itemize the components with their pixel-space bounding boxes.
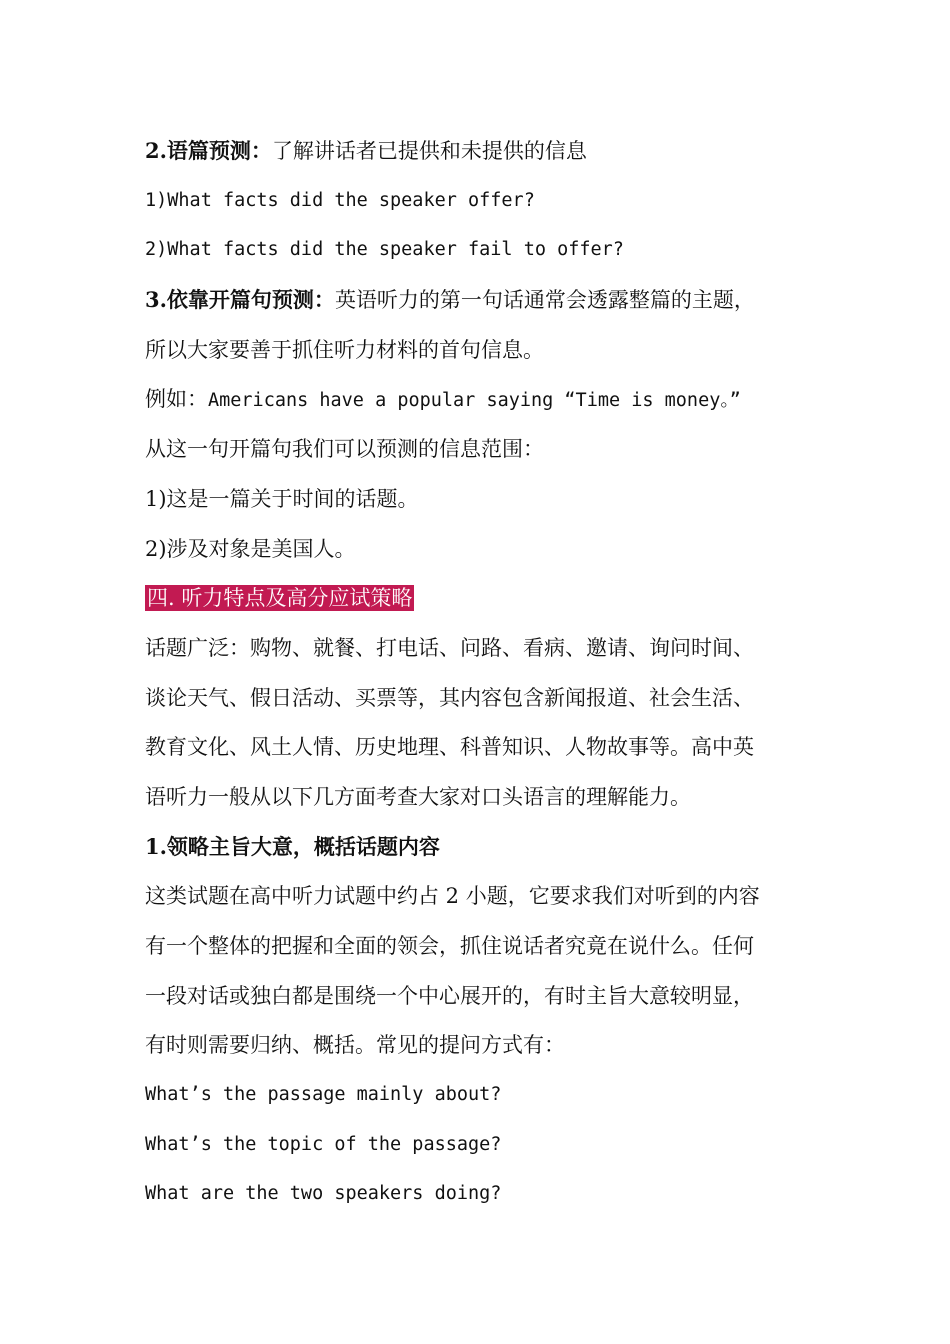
list-item: 1)这是一篇关于时间的话题。 [145,486,419,511]
paragraph-line: 这类试题在高中听力试题中约占 2 小题，它要求我们对听到的内容 [145,884,760,909]
highlighted-heading: 四. 听力特点及高分应试策略 [147,586,413,611]
paragraph-line: 语听力一般从以下几方面考查大家对口头语言的理解能力。 [145,784,691,809]
section-2-desc: 了解讲话者已提供和未提供的信息 [271,139,587,163]
question-example: What’s the topic of the passage? [145,1133,502,1155]
section-4-heading [145,580,815,630]
question-example: What are the two speakers doing? [145,1183,502,1205]
section-3-desc: 英语听力的第一句话通常会透露整篇的主题， [334,288,755,313]
paragraph-line: 从这一句开篇句我们可以预测的信息范围： [145,437,544,462]
section-3-heading [145,282,815,332]
paragraph-line: 话题广泛：购物、就餐、打电话、问路、看病、邀请、询问时间、 [145,635,754,660]
section-3-title: 3.依靠开篇句预测： [145,287,335,313]
example-prefix: 例如： [145,387,208,412]
example-line [145,381,815,431]
paragraph-line: 谈论天气、假日活动、买票等，其内容包含新闻报道、社会生活、 [145,685,754,710]
section-2-title: 2.语篇预测： [145,138,272,163]
paragraph-line: 有时则需要归纳、概括。常见的提问方式有： [145,1033,565,1058]
example-quote: Americans have a popular saying “Time is money。” [208,390,741,412]
paragraph-line: 所以大家要善于抓住听力材料的首句信息。 [145,337,544,362]
question-line-2: 2)What facts did the speaker fail to offer? [145,239,624,261]
paragraph-line: 有一个整体的把握和全面的领会，抓住说话者究竟在说什么。任何 [145,934,754,958]
paragraph-line: 一段对话或独白都是围绕一个中心展开的，有时主旨大意较明显， [145,983,754,1008]
subsection-1-heading: 1.领略主旨大意，概括话题内容 [145,833,440,859]
section-2-heading [145,133,815,183]
question-line-1: 1)What facts did the speaker offer? [145,189,535,211]
list-item: 2)涉及对象是美国人。 [145,536,356,561]
document-page [145,133,815,1226]
paragraph-line: 教育文化、风土人情、历史地理、科普知识、人物故事等。高中英 [145,735,754,760]
question-example: What’s the passage mainly about? [145,1084,502,1106]
